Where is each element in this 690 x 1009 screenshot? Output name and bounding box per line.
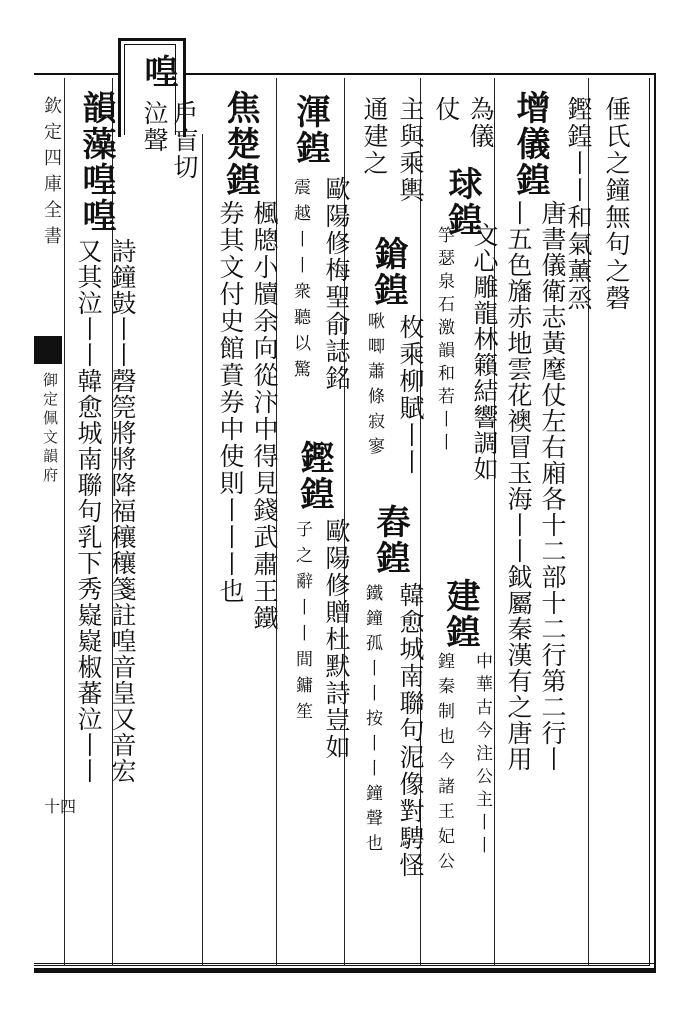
bottom-rule <box>34 963 656 973</box>
text-column: 鐵鐘孤丨丨按丨丨鐘聲也 <box>362 584 382 859</box>
text-column: 詩鐘鼓丨丨磬筦將將降福穰穰箋註喤音皇又音宏 <box>108 238 137 784</box>
text-column: 啾唧蕭條寂寥 <box>364 312 384 462</box>
text-column: 鏗鍠丨丨和氣薰烝 <box>564 96 593 312</box>
fishtail-mark <box>34 336 62 364</box>
entry-term: 舂鍠 <box>370 504 410 576</box>
text-column: 中華古今注公主丨丨 <box>472 652 492 859</box>
text-column: 歐陽修梅聖俞誌銘 <box>322 176 351 392</box>
text-column: 通建之 <box>360 96 389 177</box>
text-column: 券其文付史館賁券中使則丨丨丨也 <box>216 200 245 605</box>
margin-rule <box>64 78 65 966</box>
text-column: 韓愈城南聯句泥像對騁怪 <box>396 582 425 879</box>
headword-char: 喤 <box>138 54 178 90</box>
text-column: 歐陽修贈杜默詩豈如 <box>322 518 351 761</box>
page-number: 十四 <box>44 797 77 816</box>
entry-term: 焦楚鍠 <box>220 90 260 198</box>
text-column: 竽瑟泉石激韻和若丨丨 <box>434 226 454 456</box>
column-rule <box>202 134 203 966</box>
entry-term: 鏗鍠 <box>294 440 334 512</box>
text-column: 倕氏之鐘無句之磬 <box>602 96 631 312</box>
text-column: 枚乘柳賦丨丨 <box>396 314 425 476</box>
entry-term: 鎗鍠 <box>368 236 408 308</box>
text-column: 唐書儀衛志黃麾仗左右廂各十二部十二行第二行丨 <box>538 200 567 772</box>
text-column: 主與乘輿 <box>396 96 425 204</box>
volume-title: 御定佩文韻府 <box>41 372 59 486</box>
entry-term: 韻藻喤喤 <box>76 90 116 234</box>
headword-gloss: 泣聲 <box>140 100 169 154</box>
text-column: 為儀 <box>466 96 495 150</box>
text-column: 丨五色旛赤地雲花襖冒玉海丨丨鉞屬秦漢有之唐用 <box>504 200 533 772</box>
text-column: 鍠秦制也今諸王妃公 <box>434 652 454 877</box>
text-column: 文心雕龍林籟結響調如 <box>470 222 499 482</box>
entry-term: 建鍠 <box>440 578 480 650</box>
book-title: 欽定四庫全書 <box>41 96 62 252</box>
entry-term: 增儀鍠 <box>510 90 550 198</box>
text-column: 子之辭丨丨間鏞笙 <box>292 520 312 728</box>
entry-term: 渾鍠 <box>290 94 330 166</box>
text-column: 仗 <box>432 96 461 123</box>
headword-reading: 戶盲切 <box>170 100 199 181</box>
text-column: 震越丨丨衆聽以驚 <box>290 178 310 386</box>
entry-term: 球鍠 <box>442 166 482 238</box>
text-column: 楓牕小牘余向從汴中得見錢武肅王鐵 <box>250 200 279 632</box>
text-column: 又其泣丨丨韓愈城南聯句乳下秀嶷嶷椒蕃泣丨丨 <box>74 238 103 784</box>
